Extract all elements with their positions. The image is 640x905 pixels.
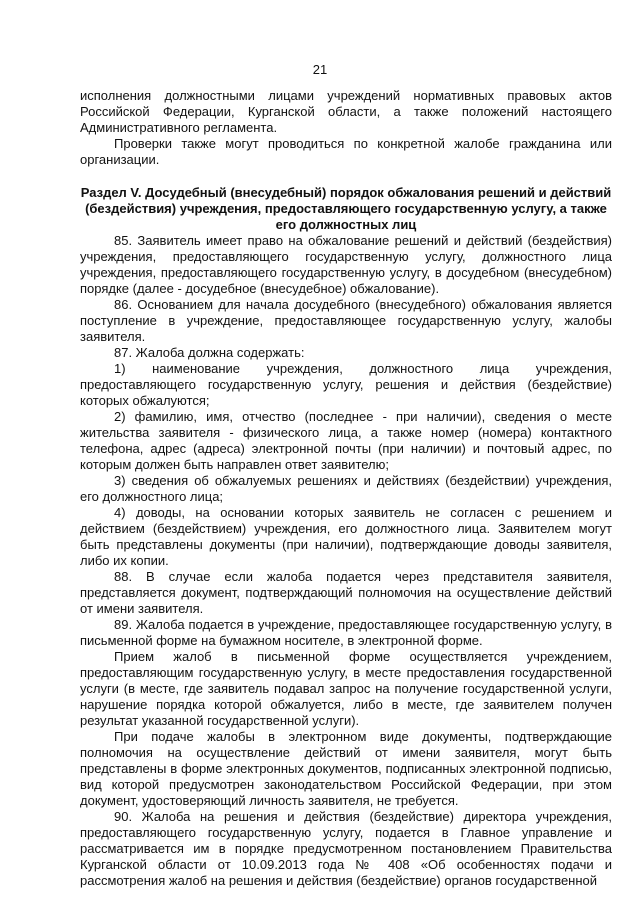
paragraph-86: 86. Основанием для начала досудебного (внесудебного) обжалования является поступление в учреждение, предоставляющее государственную услугу, жалобы заявителя. [80,297,612,344]
paragraph-88: 88. В случае если жалоба подается через представителя заявителя, представляется документ, подтверждающий полномочия на осуществление действий от имени заявителя. [80,569,612,616]
paragraph-inspections: Проверки также могут проводиться по конкретной жалобе гражданина или организации. [80,136,612,167]
list-item-3: 3) сведения об обжалуемых решениях и действиях (бездействии) учреждения, его должностного лица; [80,473,612,504]
paragraph-87: 87. Жалоба должна содержать: [114,345,305,360]
paragraph-85: 85. Заявитель имеет право на обжалование решений и действий (бездействия) учреждения, предоставляющего государственную услугу, должностного лица учреждения, предоставляющего государственную услугу, в досудебном (внесудебном) порядке (далее - досудебное (внесудебное) обжалование). [80,233,612,296]
list-item-4: 4) доводы, на основании которых заявитель не согласен с решением и действием (бездействием) учреждения, его должностного лица. Заявителем могут быть представлены документы (при наличии), подтверждающие доводы заявителя, либо их копии. [80,505,612,568]
page-number: 21 [312,62,328,77]
paragraph-continued: исполнения должностными лицами учреждений нормативных правовых актов Российской Федерации, Курганской области, а также положений настоящего Административного регламента. [80,88,612,135]
paragraph-electronic: При подаче жалобы в электронном виде документы, подтверждающие полномочия на осуществление действий от имени заявителя, могут быть представлены в форме электронных документов, подписанных электронной подписью, вид которой предусмотрен законодательством Российской Федерации, при этом документ, удостоверяющий личность заявителя, не требуется. [80,729,612,808]
document-body [80,88,612,889]
paragraph-89: 89. Жалоба подается в учреждение, предоставляющее государственную услугу, в письменной форме на бумажном носителе, в электронной форме. [80,617,612,648]
paragraph-90: 90. Жалоба на решения и действия (бездействие) директора учреждения, предоставляющего государственную услугу, подается в Главное управление и рассматривается им в порядке предусмотренном постановлением Правительства Курганской области от 10.09.2013 года № 408 «Об особенностях подачи и рассмотрения жалоб на решения и действия (бездействие) органов государственной [80,809,612,888]
section-heading: Раздел V. Досудебный (внесудебный) порядок обжалования решений и действий (бездействия) учреждения, предоставляющего государственную услугу, а также его должностных лиц [80,185,612,232]
list-item-2: 2) фамилию, имя, отчество (последнее - при наличии), сведения о месте жительства заявителя - физического лица, а также номер (номера) контактного телефона, адрес (адреса) электронной почты (при наличии) и почтовый адрес, по которым должен быть направлен ответ заявителю; [80,409,612,472]
paragraph-reception: Прием жалоб в письменной форме осуществляется учреждением, предоставляющим государственную услугу, в месте предоставления государственной услуги (в месте, где заявитель подавал запрос на получение государственной услуги, нарушение порядка которой обжалуется, либо в месте, где заявителем получен результат указанной государственной услуги). [80,649,612,728]
list-item-1: 1) наименование учреждения, должностного лица учреждения, предоставляющего государственную услугу, решения и действия (бездействие) которых обжалуются; [80,361,612,408]
